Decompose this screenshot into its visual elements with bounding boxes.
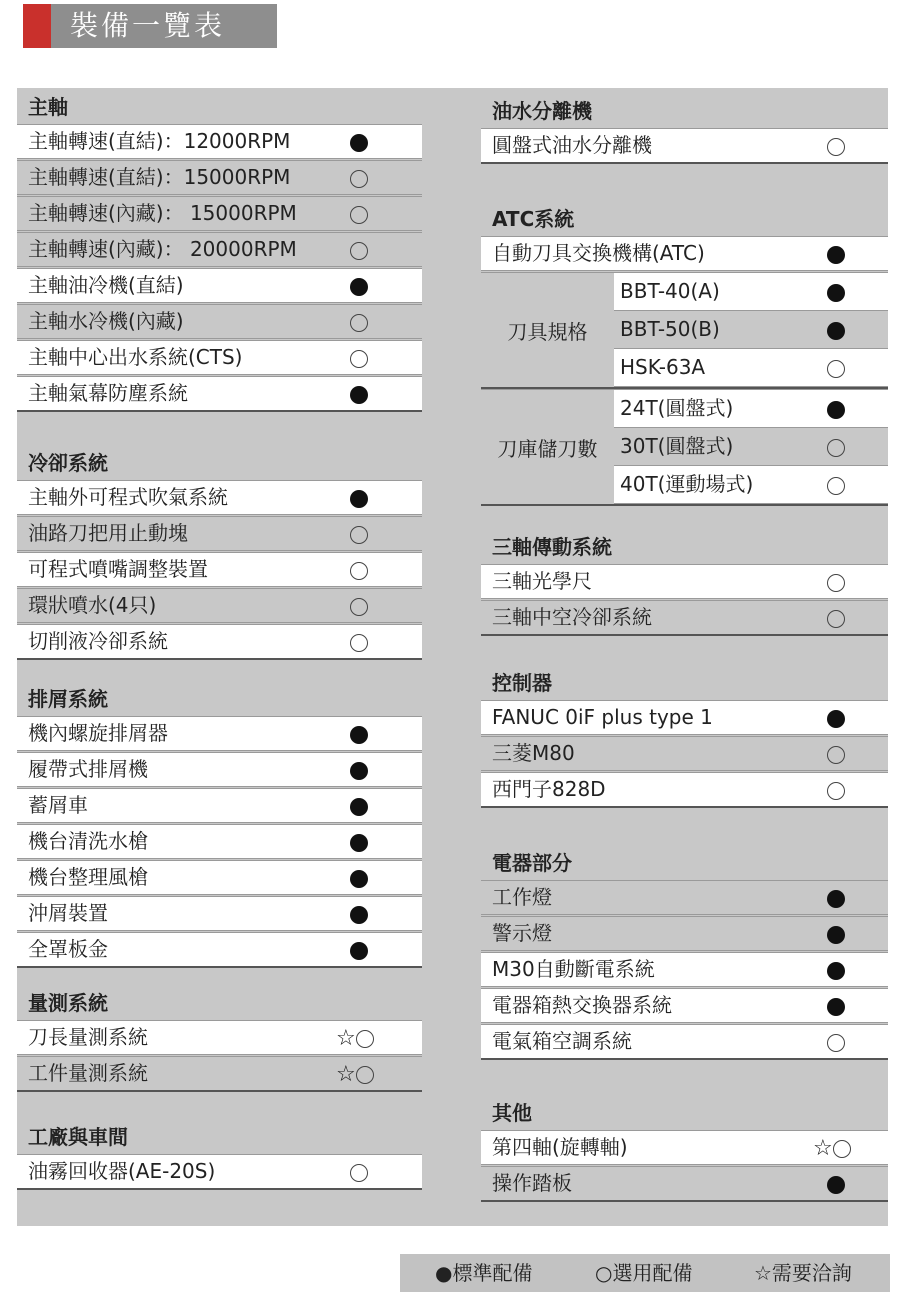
equipment-row	[481, 236, 888, 271]
empty-circle-icon	[350, 350, 368, 368]
page-title: 裝備一覽表	[70, 9, 226, 42]
empty-circle-icon	[350, 170, 368, 188]
optional-equipment-mark	[350, 625, 368, 658]
section-title: 排屑系統	[28, 687, 108, 711]
equipment-label: 主軸轉速(內藏)： 15000RPM	[28, 201, 297, 225]
optional-equipment-mark	[827, 129, 845, 162]
empty-circle-icon	[827, 746, 845, 764]
filled-circle-icon	[350, 798, 368, 816]
section	[481, 200, 888, 506]
group-rows	[614, 390, 888, 504]
equipment-row	[481, 1166, 888, 1202]
equipment-row	[481, 128, 888, 164]
section	[17, 444, 422, 661]
empty-circle-icon	[350, 314, 368, 332]
standard-equipment-mark	[827, 917, 845, 950]
equipment-label: 工作燈	[492, 885, 552, 909]
optional-equipment-mark	[827, 601, 845, 634]
standard-equipment-mark	[827, 1167, 845, 1200]
equipment-label: 警示燈	[492, 921, 552, 945]
optional-equipment-mark	[350, 1155, 368, 1188]
equipment-row	[17, 860, 422, 895]
inquiry-optional-mark	[336, 1021, 374, 1054]
filled-circle-icon	[827, 401, 845, 419]
standard-equipment-mark	[827, 989, 845, 1022]
section	[481, 528, 888, 637]
equipment-label: 履帶式排屑機	[28, 757, 148, 781]
filled-circle-icon	[350, 386, 368, 404]
equipment-row	[17, 1020, 422, 1055]
filled-circle-icon	[350, 278, 368, 296]
equipment-label: 電器箱熱交換器系統	[492, 993, 672, 1017]
section	[17, 1118, 422, 1191]
empty-circle-icon	[827, 782, 845, 800]
group-label: 刀具規格	[481, 273, 615, 387]
equipment-label: 機台清洗水槍	[28, 829, 148, 853]
standard-equipment-mark	[827, 390, 845, 427]
standard-equipment-mark	[350, 125, 368, 158]
section	[481, 92, 888, 165]
equipment-label: 全罩板金	[28, 937, 108, 961]
equipment-label: 操作踏板	[492, 1171, 572, 1195]
filled-circle-icon	[827, 962, 845, 980]
equipment-row	[17, 624, 422, 660]
filled-circle-icon	[350, 726, 368, 744]
filled-circle-icon	[827, 710, 845, 728]
legend-inquiry: ☆需要洽詢	[754, 1261, 852, 1285]
equipment-label: 第四軸(旋轉軸)	[492, 1135, 628, 1159]
equipment-label: 環狀噴水(4只)	[28, 593, 157, 617]
empty-circle-icon	[356, 1030, 374, 1048]
standard-equipment-mark	[350, 933, 368, 966]
equipment-label: 主軸油冷機(直結)	[28, 273, 184, 297]
equipment-label: 主軸轉速(直結)：12000RPM	[28, 129, 291, 153]
filled-circle-icon	[827, 998, 845, 1016]
equipment-row	[481, 772, 888, 808]
filled-circle-icon	[827, 926, 845, 944]
optional-equipment-mark	[350, 589, 368, 622]
inquiry-optional-mark	[336, 1057, 374, 1090]
optional-equipment-mark	[350, 517, 368, 550]
equipment-label: 可程式噴嘴調整裝置	[28, 557, 208, 581]
section-title: 其他	[492, 1101, 532, 1125]
empty-circle-icon	[356, 1066, 374, 1084]
equipment-row	[17, 932, 422, 968]
equipment-row	[481, 700, 888, 735]
equipment-row	[17, 716, 422, 751]
legend-optional: ○選用配備	[595, 1261, 693, 1285]
title-accent-block	[23, 4, 51, 48]
filled-circle-icon	[350, 134, 368, 152]
section-title: ATC系統	[492, 207, 575, 231]
section	[481, 664, 888, 809]
standard-equipment-mark	[827, 953, 845, 986]
equipment-label: 三軸光學尺	[492, 569, 592, 593]
standard-equipment-mark	[827, 237, 845, 270]
equipment-label: 三菱M80	[492, 741, 575, 765]
filled-circle-icon	[827, 284, 845, 302]
section-title: 電器部分	[492, 851, 572, 875]
equipment-row	[481, 916, 888, 951]
empty-circle-icon	[833, 1140, 851, 1158]
empty-circle-icon	[350, 598, 368, 616]
star-icon: ☆	[336, 1026, 356, 1051]
section	[481, 844, 888, 1061]
equipment-row	[17, 1154, 422, 1190]
section-title: 控制器	[492, 671, 552, 695]
standard-equipment-mark	[827, 701, 845, 734]
optional-equipment-mark	[827, 428, 845, 465]
equipment-label: FANUC 0iF plus type 1	[492, 705, 713, 729]
equipment-label: 三軸中空冷卻系統	[492, 605, 652, 629]
standard-equipment-mark	[350, 897, 368, 930]
equipment-label: 24T(圓盤式)	[620, 396, 734, 420]
standard-equipment-mark	[350, 861, 368, 894]
empty-circle-icon	[827, 610, 845, 628]
filled-circle-icon	[827, 246, 845, 264]
equipment-row	[481, 600, 888, 636]
equipment-row	[17, 516, 422, 551]
equipment-row	[17, 824, 422, 859]
star-icon: ☆	[336, 1062, 356, 1087]
equipment-row	[17, 896, 422, 931]
empty-circle-icon	[827, 138, 845, 156]
optional-equipment-mark	[827, 773, 845, 806]
equipment-label: 主軸轉速(直結)：15000RPM	[28, 165, 291, 189]
filled-circle-icon	[350, 834, 368, 852]
star-icon: ☆	[813, 1136, 833, 1161]
group-table	[481, 272, 888, 389]
equipment-row	[17, 124, 422, 159]
optional-equipment-mark	[350, 305, 368, 338]
equipment-label: 主軸中心出水系統(CTS)	[28, 345, 243, 369]
section-title: 三軸傳動系統	[492, 535, 612, 559]
empty-circle-icon	[827, 439, 845, 457]
equipment-row	[17, 340, 422, 375]
equipment-row	[481, 736, 888, 771]
optional-equipment-mark	[350, 197, 368, 230]
filled-circle-icon	[350, 870, 368, 888]
section-title: 量測系統	[28, 991, 108, 1015]
filled-circle-icon	[827, 1176, 845, 1194]
equipment-label: 西門子828D	[492, 777, 606, 801]
equipment-label: 刀長量測系統	[28, 1025, 148, 1049]
equipment-row	[17, 752, 422, 787]
optional-equipment-mark	[350, 553, 368, 586]
group-label: 刀庫儲刀數	[481, 390, 615, 504]
equipment-row	[17, 160, 422, 195]
equipment-label: 圓盤式油水分離機	[492, 133, 652, 157]
section	[17, 680, 422, 969]
empty-circle-icon	[350, 1164, 368, 1182]
equipment-row	[481, 988, 888, 1023]
equipment-row	[481, 952, 888, 987]
equipment-label: M30自動斷電系統	[492, 957, 655, 981]
equipment-label: 主軸轉速(內藏)： 20000RPM	[28, 237, 297, 261]
standard-equipment-mark	[827, 311, 845, 348]
empty-circle-icon	[827, 477, 845, 495]
empty-circle-icon	[827, 574, 845, 592]
equipment-row	[17, 552, 422, 587]
empty-circle-icon	[350, 562, 368, 580]
empty-circle-icon	[350, 526, 368, 544]
optional-equipment-mark	[827, 565, 845, 598]
section-title: 冷卻系統	[28, 451, 108, 475]
section	[481, 1094, 888, 1203]
equipment-row	[17, 1056, 422, 1092]
equipment-label: 切削液冷卻系統	[28, 629, 168, 653]
filled-circle-icon	[350, 490, 368, 508]
equipment-row	[17, 232, 422, 267]
filled-circle-icon	[350, 906, 368, 924]
filled-circle-icon	[350, 942, 368, 960]
equipment-label: 沖屑裝置	[28, 901, 108, 925]
optional-equipment-mark	[827, 349, 845, 386]
equipment-row	[614, 311, 888, 349]
standard-equipment-mark	[350, 269, 368, 302]
equipment-row	[614, 273, 888, 311]
optional-equipment-mark	[827, 466, 845, 503]
equipment-label: 油霧回收器(AE-20S)	[28, 1159, 216, 1183]
equipment-label: 主軸外可程式吹氣系統	[28, 485, 228, 509]
equipment-row	[17, 480, 422, 515]
optional-equipment-mark	[827, 1025, 845, 1058]
equipment-label: 主軸氣幕防塵系統	[28, 381, 188, 405]
equipment-row	[17, 376, 422, 412]
equipment-row	[614, 390, 888, 428]
group-table	[481, 389, 888, 506]
equipment-label: 工件量測系統	[28, 1061, 148, 1085]
standard-equipment-mark	[350, 717, 368, 750]
standard-equipment-mark	[350, 825, 368, 858]
equipment-row	[17, 196, 422, 231]
equipment-label: BBT-40(A)	[620, 279, 720, 303]
standard-equipment-mark	[350, 789, 368, 822]
optional-equipment-mark	[827, 737, 845, 770]
optional-equipment-mark	[350, 233, 368, 266]
section	[17, 88, 422, 413]
legend	[400, 1254, 890, 1292]
empty-circle-icon	[350, 206, 368, 224]
section-title: 油水分離機	[492, 99, 592, 123]
optional-equipment-mark	[350, 341, 368, 374]
equipment-row	[17, 304, 422, 339]
standard-equipment-mark	[827, 273, 845, 310]
equipment-label: 油路刀把用止動塊	[28, 521, 188, 545]
inquiry-optional-mark	[813, 1131, 851, 1164]
empty-circle-icon	[827, 1034, 845, 1052]
page-title-bar	[23, 4, 277, 48]
equipment-label: 30T(圓盤式)	[620, 434, 734, 458]
equipment-label: 機內螺旋排屑器	[28, 721, 168, 745]
equipment-row	[614, 349, 888, 387]
standard-equipment-mark	[350, 753, 368, 786]
group-rows	[614, 273, 888, 387]
equipment-label: 40T(運動場式)	[620, 472, 754, 496]
equipment-label: 自動刀具交換機構(ATC)	[492, 241, 705, 265]
standard-equipment-mark	[350, 377, 368, 410]
equipment-row	[481, 880, 888, 915]
equipment-panel	[17, 88, 888, 1226]
legend-standard: ●標準配備	[435, 1261, 533, 1285]
equipment-row	[481, 1130, 888, 1165]
equipment-row	[614, 466, 888, 504]
equipment-label: 蓄屑車	[28, 793, 88, 817]
equipment-row	[481, 564, 888, 599]
section-title: 工廠與車間	[28, 1125, 128, 1149]
section-title: 主軸	[28, 95, 68, 119]
filled-circle-icon	[350, 762, 368, 780]
standard-equipment-mark	[350, 481, 368, 514]
optional-equipment-mark	[350, 161, 368, 194]
filled-circle-icon	[827, 890, 845, 908]
equipment-row	[17, 268, 422, 303]
equipment-row	[17, 588, 422, 623]
equipment-row	[17, 788, 422, 823]
empty-circle-icon	[827, 360, 845, 378]
equipment-label: 機台整理風槍	[28, 865, 148, 889]
standard-equipment-mark	[827, 881, 845, 914]
equipment-label: 主軸水冷機(內藏)	[28, 309, 184, 333]
equipment-label: BBT-50(B)	[620, 317, 720, 341]
empty-circle-icon	[350, 634, 368, 652]
filled-circle-icon	[827, 322, 845, 340]
equipment-label: 電氣箱空調系統	[492, 1029, 632, 1053]
equipment-row	[481, 1024, 888, 1060]
equipment-label: HSK-63A	[620, 355, 706, 379]
equipment-row	[614, 428, 888, 466]
section	[17, 984, 422, 1093]
empty-circle-icon	[350, 242, 368, 260]
